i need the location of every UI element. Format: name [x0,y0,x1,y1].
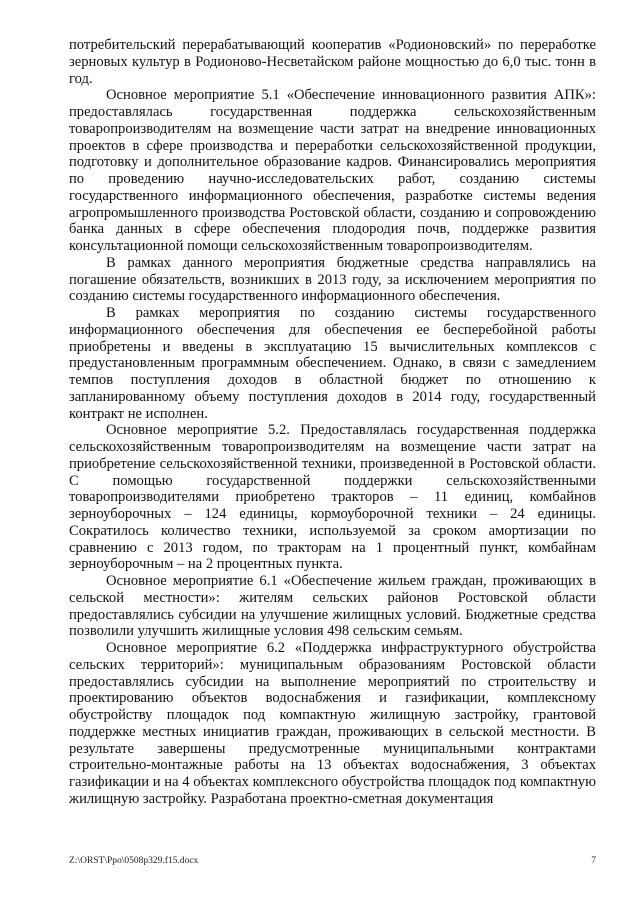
footer-file-path: Z:\ORST\Ppo\0508p329.f15.docx [69,856,199,866]
paragraph-info-system: В рамках мероприятия по созданию системы государственного информационного обеспечения для обеспечения ее бесперебойной работы приобретены и введены в эксплуатацию 15 вычислительных комплексов с предустановленным программным обеспечением. Однако, в связи с замедлением темпов поступления доходов в областной бюджет по отношению к запланированному объему поступления доходов в 2014 году, государственный контракт не исполнен. [69,305,596,422]
paragraph-continuation: потребительский перерабатывающий кооператив «Родионовский» по переработке зерновых культур в Родионово-Несветайском районе мощностью до 6,0 тыс. тонн в год. [69,37,596,87]
paragraph-measure-5-2: Основное мероприятие 5.2. Предоставлялась государственная поддержка сельскохозяйственным товаропроизводителям на возмещение части затрат на приобретение сельскохозяйственной техники, произведенной в Ростовской области. С помощью государственной поддержки сельскохозяйственными товаропроизводителями приобретено тракторов – 11 единиц, комбайнов зерноуборочных – 124 единицы, кормоуборочной техники – 24 единицы. Сократилось количество техники, используемой за сроком амортизации по сравнению с 2013 годом, по тракторам на 1 процентный пункт, комбайнам зерноуборочным – на 2 процентных пункта. [69,422,596,573]
paragraph-measure-6-1: Основное мероприятие 6.1 «Обеспечение жильем граждан, проживающих в сельской местности»: жителям сельских районов Ростовской области предоставлялись субсидии на улучшение жилищных условий. Бюджетные средства позволили улучшить жилищные условия 498 сельским семьям. [69,573,596,640]
paragraph-budget-2013: В рамках данного мероприятия бюджетные средства направлялись на погашение обязательств, возникших в 2013 году, за исключением мероприятия по созданию системы государственного информационного обеспечения. [69,254,596,305]
document-body [69,37,596,808]
paragraph-measure-6-2: Основное мероприятие 6.2 «Поддержка инфраструктурного обустройства сельских территорий»: муниципальным образованиям Ростовской области предоставлялись субсидии на выполнение мероприятий по строительству и проектированию объектов водоснабжения и газификации, комплексному обустройству площадок под компактную жилищную застройку, грантовой поддержке местных инициатив граждан, проживающих в сельской местности. В результате завершены предусмотренные муниципальными контрактами строительно-монтажные работы на 13 объектах водоснабжения, 3 объектах газификации и на 4 объектах комплексного обустройства площадок под компактную жилищную застройку. Разработана проектно-сметная документация [69,640,596,807]
page-number: 7 [591,856,596,866]
paragraph-measure-5-1: Основное мероприятие 5.1 «Обеспечение инновационного развития АПК»: предоставлялась государственная поддержка сельскохозяйственным товаропроизводителям на возмещение части затрат на внедрение инновационных проектов в сфере производства и переработки сельскохозяйственной продукции, подготовку и дополнительное образование кадров. Финансировались мероприятия по проведению научно-исследовательских работ, созданию системы государственного информационного обеспечения, разработке системы ведения агропромышленного производства Ростовской области, созданию и сопровождению банка данных в сфере обеспечения плодородия почв, поддержке развития консультационной помощи сельскохозяйственным товаропроизводителям. [69,87,596,254]
